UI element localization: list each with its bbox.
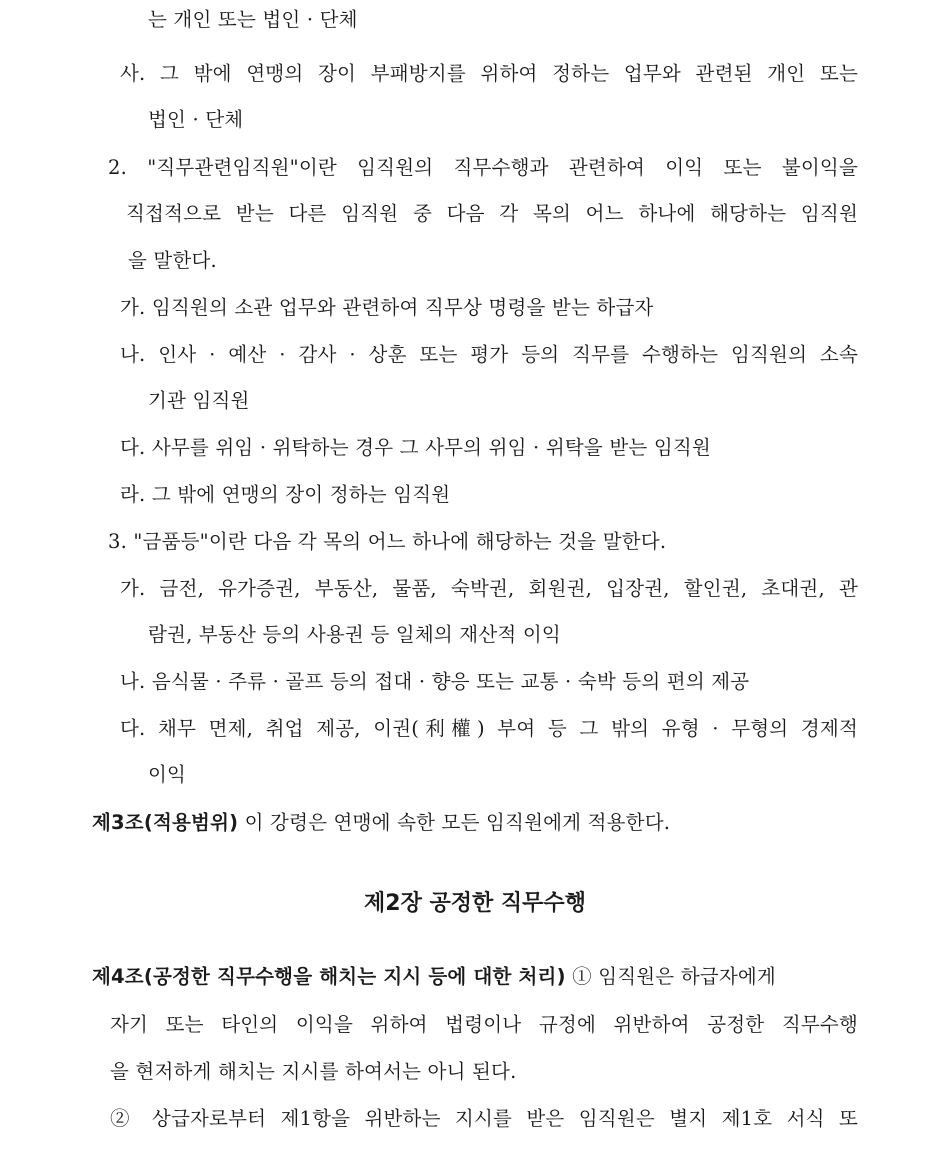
- text-line: 이익: [148, 763, 187, 786]
- item-da: 다. 채무 면제, 취업 제공, 이권(利權) 부여 등 그 밖의 유형 · 무형의 경제적: [120, 717, 858, 740]
- paragraph-2: ② 상급자로부터 제1항을 위반하는 지시를 받은 임직원은 별지 제1호 서식 또: [110, 1107, 858, 1130]
- text-line: 을 현저하게 해치는 지시를 하여서는 아니 된다.: [110, 1060, 517, 1083]
- text-line: 기관 임직원: [148, 389, 250, 412]
- article-text: ① 임직원은 하급자에게: [565, 965, 776, 988]
- item-ra: 라. 그 밖에 연맹의 장이 정하는 임직원: [120, 483, 451, 506]
- item-ga: 가. 임직원의 소관 업무와 관련하여 직무상 명령을 받는 하급자: [120, 296, 654, 319]
- article-title: 제3조(적용범위): [92, 811, 239, 834]
- text-line: 람권, 부동산 등의 사용권 등 일체의 재산적 이익: [148, 623, 561, 646]
- item-da: 다. 사무를 위임 · 위탁하는 경우 그 사무의 위임 · 위탁을 받는 임직원: [120, 436, 711, 459]
- item-na: 나. 음식물 · 주류 · 골프 등의 접대 · 향응 또는 교통 · 숙박 등의 편의 제공: [120, 670, 750, 693]
- article-4: [92, 965, 776, 989]
- item-2: 2. "직무관련임직원"이란 임직원의 직무수행과 관련하여 이익 또는 불이익을: [108, 156, 858, 179]
- item-ga: 가. 금전, 유가증권, 부동산, 물품, 숙박권, 회원권, 입장권, 할인권, 초대권, 관: [120, 577, 858, 600]
- article-text: 이 강령은 연맹에 속한 모든 임직원에게 적용한다.: [238, 811, 671, 834]
- text-line: 을 말한다.: [128, 249, 217, 272]
- text-line: 자기 또는 타인의 이익을 위하여 법령이나 규정에 위반하여 공정한 직무수행: [110, 1013, 858, 1036]
- text-line: 법인 · 단체: [148, 108, 244, 131]
- text-line: 는 개인 또는 법인 · 단체: [148, 8, 358, 31]
- chapter-heading: 제2장 공정한 직무수행: [364, 891, 586, 916]
- article-3: [92, 811, 670, 835]
- article-title: 제4조(공정한 직무수행을 해치는 지시 등에 대한 처리): [92, 965, 566, 988]
- item-sa: 사. 그 밖에 연맹의 장이 부패방지를 위하여 정하는 업무와 관련된 개인 또는: [120, 62, 858, 85]
- item-3: 3. "금품등"이란 다음 각 목의 어느 하나에 해당하는 것을 말한다.: [108, 530, 667, 553]
- item-na: 나. 인사 · 예산 · 감사 · 상훈 또는 평가 등의 직무를 수행하는 임직원의 소속: [120, 343, 858, 366]
- text-line: 직접적으로 받는 다른 임직원 중 다음 각 목의 어느 하나에 해당하는 임직원: [126, 202, 858, 225]
